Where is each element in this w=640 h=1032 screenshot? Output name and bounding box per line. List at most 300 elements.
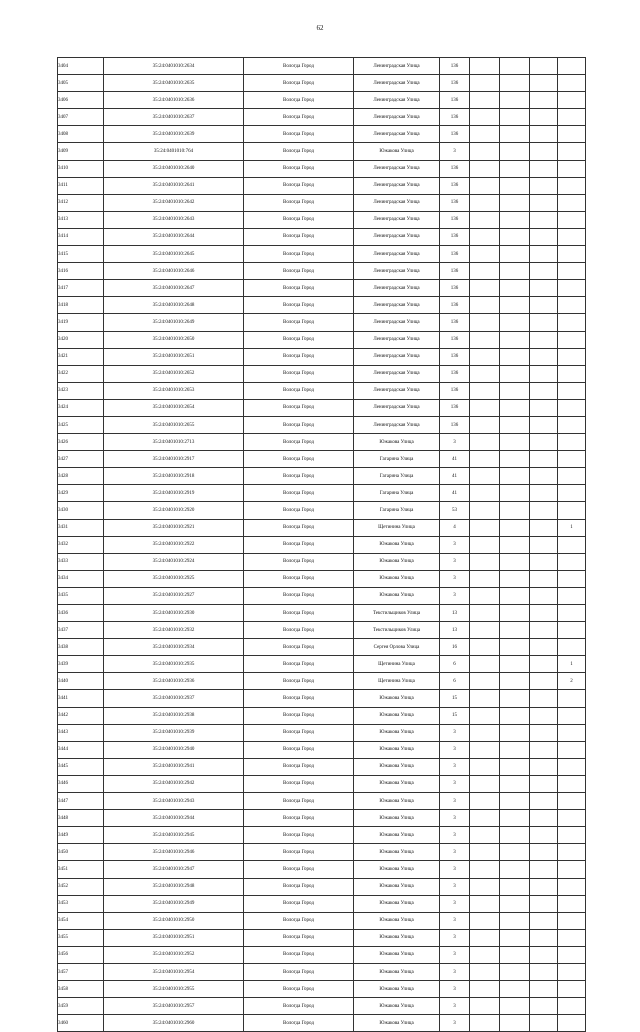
empty-cell [530,143,558,160]
table-row [58,963,586,980]
empty-cell [500,399,530,416]
cadastral-number-cell: 35:24:0401010:2935 [104,656,244,673]
house-number-cell: 3 [440,758,470,775]
building-number-cell [558,639,586,656]
house-number-cell: 3 [440,536,470,553]
empty-cell [470,758,500,775]
empty-cell [500,502,530,519]
empty-cell [470,109,500,126]
empty-cell [500,58,530,75]
table-row [58,827,586,844]
street-cell: Текстильщиков Улица [354,622,440,639]
table-row [58,314,586,331]
empty-cell [500,451,530,468]
building-number-cell [558,758,586,775]
table-body [58,58,586,1032]
building-number-cell [558,280,586,297]
cadastral-number-cell: 35:24:0401010:2636 [104,92,244,109]
row-number-cell: 3445 [58,758,104,775]
building-number-cell [558,622,586,639]
table-row [58,981,586,998]
city-cell: Вологда Город [244,246,354,263]
empty-cell [470,878,500,895]
building-number-cell [558,211,586,228]
empty-cell [470,468,500,485]
empty-cell [500,878,530,895]
city-cell: Вологда Город [244,553,354,570]
building-number-cell [558,553,586,570]
empty-cell [530,58,558,75]
street-cell: Ленинградская Улица [354,211,440,228]
building-number-cell [558,946,586,963]
empty-cell [530,793,558,810]
street-cell: Ленинградская Улица [354,58,440,75]
empty-cell [470,177,500,194]
street-cell: Ленинградская Улица [354,109,440,126]
table-row [58,297,586,314]
building-number-cell [558,194,586,211]
empty-cell [470,246,500,263]
city-cell: Вологда Город [244,263,354,280]
building-number-cell [558,605,586,622]
empty-cell [500,656,530,673]
empty-cell [500,861,530,878]
house-number-cell: 3 [440,810,470,827]
empty-cell [500,75,530,92]
empty-cell [500,1015,530,1032]
city-cell: Вологда Город [244,878,354,895]
building-number-cell [558,810,586,827]
empty-cell [500,639,530,656]
empty-cell [470,673,500,690]
table-row [58,399,586,416]
street-cell: Южакова Улица [354,963,440,980]
empty-cell [470,656,500,673]
table-row [58,177,586,194]
building-number-cell [558,998,586,1015]
cadastral-number-cell: 35:24:0401010:2947 [104,861,244,878]
empty-cell [530,297,558,314]
row-number-cell: 3452 [58,878,104,895]
building-number-cell [558,263,586,280]
building-number-cell [558,314,586,331]
cadastral-number-cell: 35:24:0401010:2960 [104,1015,244,1032]
address-registry-table [57,57,586,1032]
table-row [58,570,586,587]
city-cell: Вологда Город [244,126,354,143]
row-number-cell: 3428 [58,468,104,485]
empty-cell [530,912,558,929]
row-number-cell: 3419 [58,314,104,331]
empty-cell [530,365,558,382]
cadastral-number-cell: 35:24:0401010:2934 [104,639,244,656]
empty-cell [470,844,500,861]
empty-cell [470,416,500,433]
empty-cell [500,92,530,109]
street-cell: Южакова Улица [354,861,440,878]
table-row [58,946,586,963]
building-number-cell [558,331,586,348]
building-number-cell [558,502,586,519]
table-row [58,143,586,160]
city-cell: Вологда Город [244,194,354,211]
row-number-cell: 3457 [58,963,104,980]
empty-cell [500,228,530,245]
house-number-cell: 3 [440,981,470,998]
cadastral-number-cell: 35:24:0401010:2955 [104,981,244,998]
building-number-cell [558,348,586,365]
city-cell: Вологда Город [244,827,354,844]
row-number-cell: 3439 [58,656,104,673]
table-row [58,775,586,792]
street-cell: Ленинградская Улица [354,92,440,109]
table-row [58,656,586,673]
table-row [58,451,586,468]
table-row [58,348,586,365]
empty-cell [530,92,558,109]
building-number-cell [558,92,586,109]
row-number-cell: 3453 [58,895,104,912]
table-row [58,878,586,895]
building-number-cell [558,228,586,245]
street-cell: Гагарина Улица [354,502,440,519]
row-number-cell: 3429 [58,485,104,502]
city-cell: Вологда Город [244,331,354,348]
empty-cell [530,998,558,1015]
empty-cell [470,314,500,331]
house-number-cell: 136 [440,399,470,416]
row-number-cell: 3408 [58,126,104,143]
table-row [58,793,586,810]
city-cell: Вологда Город [244,741,354,758]
empty-cell [500,194,530,211]
city-cell: Вологда Город [244,348,354,365]
street-cell: Ленинградская Улица [354,331,440,348]
empty-cell [500,177,530,194]
empty-cell [470,502,500,519]
city-cell: Вологда Город [244,758,354,775]
city-cell: Вологда Город [244,724,354,741]
row-number-cell: 3450 [58,844,104,861]
empty-cell [530,160,558,177]
empty-cell [470,570,500,587]
house-number-cell: 136 [440,228,470,245]
empty-cell [530,211,558,228]
empty-cell [470,639,500,656]
building-number-cell [558,297,586,314]
row-number-cell: 3434 [58,570,104,587]
empty-cell [470,793,500,810]
cadastral-number-cell: 35:24:0401010:2941 [104,758,244,775]
row-number-cell: 3406 [58,92,104,109]
empty-cell [470,998,500,1015]
cadastral-number-cell: 35:24:0401010:2647 [104,280,244,297]
city-cell: Вологда Город [244,434,354,451]
city-cell: Вологда Город [244,981,354,998]
house-number-cell: 4 [440,519,470,536]
cadastral-number-cell: 35:24:0401010:2643 [104,211,244,228]
empty-cell [530,75,558,92]
street-cell: Южакова Улица [354,793,440,810]
empty-cell [530,895,558,912]
table-row [58,194,586,211]
row-number-cell: 3454 [58,912,104,929]
empty-cell [500,297,530,314]
row-number-cell: 3416 [58,263,104,280]
empty-cell [530,587,558,604]
street-cell: Ленинградская Улица [354,314,440,331]
city-cell: Вологда Город [244,673,354,690]
empty-cell [500,280,530,297]
cadastral-number-cell: 35:24:0401010:2921 [104,519,244,536]
house-number-cell: 136 [440,177,470,194]
empty-cell [470,605,500,622]
building-number-cell [558,570,586,587]
street-cell: Ленинградская Улица [354,297,440,314]
house-number-cell: 136 [440,246,470,263]
table-row [58,622,586,639]
city-cell: Вологда Город [244,775,354,792]
building-number-cell [558,724,586,741]
table-row [58,126,586,143]
city-cell: Вологда Город [244,570,354,587]
empty-cell [500,673,530,690]
city-cell: Вологда Город [244,519,354,536]
empty-cell [500,160,530,177]
row-number-cell: 3435 [58,587,104,604]
city-cell: Вологда Город [244,912,354,929]
building-number-cell [558,365,586,382]
city-cell: Вологда Город [244,297,354,314]
house-number-cell: 136 [440,160,470,177]
empty-cell [470,741,500,758]
table-row [58,416,586,433]
empty-cell [530,280,558,297]
street-cell: Южакова Улица [354,553,440,570]
building-number-cell [558,895,586,912]
house-number-cell: 3 [440,929,470,946]
empty-cell [500,536,530,553]
city-cell: Вологда Город [244,314,354,331]
house-number-cell: 136 [440,211,470,228]
city-cell: Вологда Город [244,793,354,810]
table-row [58,758,586,775]
table-row [58,280,586,297]
building-number-cell [558,143,586,160]
page-number: 62 [316,24,324,32]
city-cell: Вологда Город [244,622,354,639]
house-number-cell: 3 [440,963,470,980]
cadastral-number-cell: 35:24:0401010:2917 [104,451,244,468]
city-cell: Вологда Город [244,451,354,468]
empty-cell [530,844,558,861]
row-number-cell: 3411 [58,177,104,194]
city-cell: Вологда Город [244,468,354,485]
empty-cell [530,502,558,519]
building-number-cell [558,246,586,263]
building-number-cell [558,878,586,895]
cadastral-number-cell: 35:24:0401010:2939 [104,724,244,741]
table-row [58,929,586,946]
street-cell: Южакова Улица [354,810,440,827]
cadastral-number-cell: 35:24:0401010:2651 [104,348,244,365]
street-cell: Ленинградская Улица [354,382,440,399]
cadastral-number-cell: 35:24:0401010:2919 [104,485,244,502]
street-cell: Гагарина Улица [354,485,440,502]
street-cell: Южакова Улица [354,1015,440,1032]
house-number-cell: 136 [440,382,470,399]
building-number-cell [558,775,586,792]
house-number-cell: 3 [440,570,470,587]
street-cell: Ленинградская Улица [354,399,440,416]
city-cell: Вологда Город [244,502,354,519]
house-number-cell: 6 [440,656,470,673]
table-row [58,673,586,690]
row-number-cell: 3407 [58,109,104,126]
empty-cell [500,929,530,946]
house-number-cell: 136 [440,416,470,433]
city-cell: Вологда Город [244,109,354,126]
row-number-cell: 3444 [58,741,104,758]
empty-cell [530,570,558,587]
empty-cell [500,382,530,399]
street-cell: Ленинградская Улица [354,246,440,263]
empty-cell [500,810,530,827]
empty-cell [530,724,558,741]
empty-cell [500,416,530,433]
empty-cell [530,758,558,775]
table-row [58,160,586,177]
empty-cell [470,553,500,570]
city-cell: Вологда Город [244,963,354,980]
empty-cell [470,981,500,998]
city-cell: Вологда Город [244,382,354,399]
city-cell: Вологда Город [244,895,354,912]
table-row [58,246,586,263]
street-cell: Южакова Улица [354,844,440,861]
street-cell: Южакова Улица [354,981,440,998]
street-cell: Щетинина Улица [354,656,440,673]
cadastral-number-cell: 35:24:0401010:2949 [104,895,244,912]
city-cell: Вологда Город [244,211,354,228]
building-number-cell [558,109,586,126]
building-number-cell [558,536,586,553]
row-number-cell: 3460 [58,1015,104,1032]
row-number-cell: 3426 [58,434,104,451]
row-number-cell: 3459 [58,998,104,1015]
empty-cell [470,434,500,451]
empty-cell [500,485,530,502]
cadastral-number-cell: 35:24:0401010:2642 [104,194,244,211]
row-number-cell: 3417 [58,280,104,297]
building-number-cell [558,177,586,194]
city-cell: Вологда Город [244,160,354,177]
building-number-cell [558,793,586,810]
row-number-cell: 3423 [58,382,104,399]
street-cell: Текстильщиков Улица [354,605,440,622]
house-number-cell: 3 [440,587,470,604]
empty-cell [470,194,500,211]
building-number-cell [558,160,586,177]
cadastral-number-cell: 35:24:0401010:2655 [104,416,244,433]
empty-cell [530,399,558,416]
empty-cell [470,228,500,245]
house-number-cell: 136 [440,194,470,211]
street-cell: Ленинградская Улица [354,75,440,92]
table-row [58,434,586,451]
row-number-cell: 3437 [58,622,104,639]
row-number-cell: 3458 [58,981,104,998]
cadastral-number-cell: 35:24:0401010:2944 [104,810,244,827]
street-cell: Южакова Улица [354,878,440,895]
table-row [58,58,586,75]
empty-cell [530,861,558,878]
empty-cell [500,109,530,126]
empty-cell [500,468,530,485]
empty-cell [500,793,530,810]
house-number-cell: 136 [440,263,470,280]
building-number-cell: 2 [558,673,586,690]
table-row [58,365,586,382]
empty-cell [470,211,500,228]
building-number-cell [558,416,586,433]
street-cell: Южакова Улица [354,912,440,929]
street-cell: Южакова Улица [354,758,440,775]
cadastral-number-cell: 35:24:0401010:2644 [104,228,244,245]
row-number-cell: 3451 [58,861,104,878]
empty-cell [470,707,500,724]
row-number-cell: 3410 [58,160,104,177]
building-number-cell [558,434,586,451]
house-number-cell: 3 [440,434,470,451]
empty-cell [530,382,558,399]
table-row [58,468,586,485]
empty-cell [530,263,558,280]
empty-cell [470,724,500,741]
empty-cell [530,519,558,536]
row-number-cell: 3441 [58,690,104,707]
empty-cell [470,895,500,912]
empty-cell [530,741,558,758]
table-row [58,998,586,1015]
table-row [58,502,586,519]
table-row [58,912,586,929]
empty-cell [500,998,530,1015]
house-number-cell: 3 [440,724,470,741]
row-number-cell: 3430 [58,502,104,519]
empty-cell [500,690,530,707]
table-row [58,895,586,912]
building-number-cell [558,485,586,502]
cadastral-number-cell: 35:24:0401010:2932 [104,622,244,639]
street-cell: Щетинина Улица [354,673,440,690]
empty-cell [470,810,500,827]
building-number-cell [558,844,586,861]
empty-cell [470,126,500,143]
empty-cell [500,143,530,160]
street-cell: Южакова Улица [354,946,440,963]
street-cell: Ленинградская Улица [354,228,440,245]
cadastral-number-cell: 35:24:0401010:2640 [104,160,244,177]
house-number-cell: 3 [440,912,470,929]
table-row [58,109,586,126]
street-cell: Ленинградская Улица [354,348,440,365]
empty-cell [470,263,500,280]
house-number-cell: 6 [440,673,470,690]
building-number-cell [558,58,586,75]
empty-cell [530,673,558,690]
street-cell: Щетинина Улица [354,519,440,536]
